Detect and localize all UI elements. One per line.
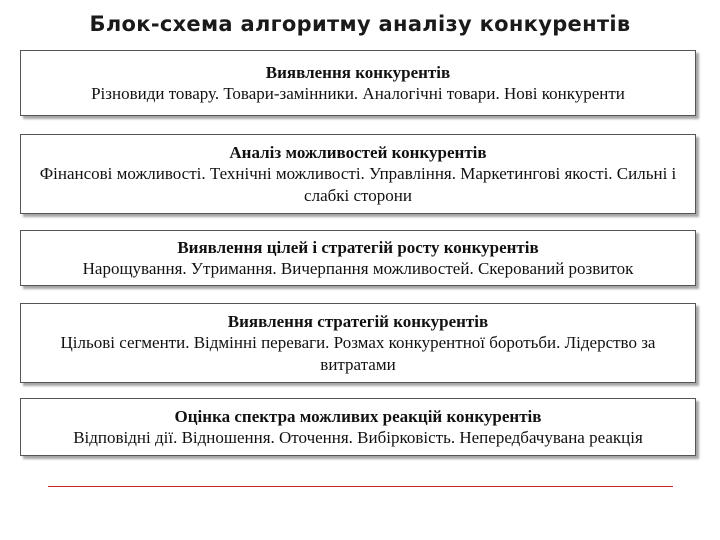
step-body: Нарощування. Утримання. Вичерпання можливостей. Скерований розвиток: [82, 258, 634, 278]
page-title: Блок-схема алгоритму аналізу конкурентів: [89, 12, 631, 36]
footer-divider: [48, 486, 673, 487]
step-heading: Аналіз можливостей конкурентів: [229, 142, 487, 162]
step-box-competitor-strategies: [20, 303, 696, 383]
step-heading: Виявлення цілей і стратегій росту конкурентів: [177, 237, 539, 257]
step-box-growth-goals: [20, 230, 696, 286]
step-box-identify-competitors: [20, 50, 696, 116]
step-box-reaction-spectrum: [20, 398, 696, 456]
step-box-capabilities-analysis: [20, 134, 696, 214]
step-body: Цільові сегменти. Відмінні переваги. Розмах конкурентної боротьби. Лідерство за витратами: [60, 332, 656, 374]
step-heading: Оцінка спектра можливих реакцій конкурентів: [174, 406, 542, 426]
step-body: Фінансові можливості. Технічні можливості. Управління. Маркетингові якості. Сильні і слабкі сторони: [39, 163, 677, 205]
step-heading: Виявлення стратегій конкурентів: [227, 311, 489, 331]
step-heading: Виявлення конкурентів: [265, 62, 451, 82]
step-body: Відповідні дії. Відношення. Оточення. Вибірковість. Непередбачувана реакція: [73, 427, 643, 447]
step-body: Різновиди товару. Товари-замінники. Аналогічні товари. Нові конкуренти: [91, 83, 625, 103]
